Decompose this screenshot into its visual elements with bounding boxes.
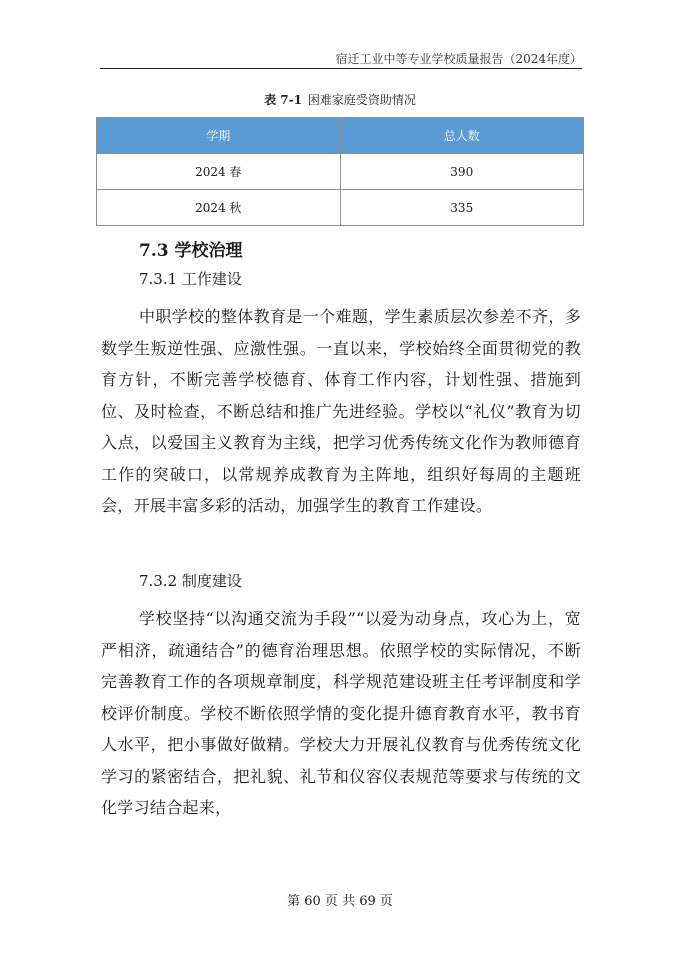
cell-total: 335 [340,190,584,226]
subsection-heading-system: 7.3.2 制度建设 [139,572,242,590]
table-row [97,190,584,226]
paragraph-system: 学校坚持“以沟通交流为手段”“以爱为动身点，攻心为上，宽严相济，疏通结合”的德育治理思想。依照学校的实际情况，不断完善教育工作的各项规章制度，科学规范建设班主任考评制度和学校评价制度。学校不断依照学情的变化提升德育教育水平，教书育人水平，把小事做好做精。学校大力开展礼仪教育与优秀传统文化学习的紧密结合，把礼貌、礼节和仪容仪表规范等要求与传统的文化学习结合起来， [101,609,581,817]
table-header-row [97,118,584,154]
financial-aid-table [96,117,584,226]
section-heading: 7.3 学校治理 [139,241,243,261]
table-caption-title: 困难家庭受资助情况 [307,93,416,107]
table-caption [96,91,584,108]
paragraph-work: 中职学校的整体教育是一个难题，学生素质层次参差不齐，多数学生叛逆性强、应激性强。一直以来，学校始终全面贯彻党的教育方针，不断完善学校德育、体育工作内容，计划性强、措施到位、及时检查，不断总结和推广先进经验。学校以“礼仪”教育为切入点，以爱国主义教育为主线，把学习优秀传统文化作为教师德育工作的突破口，以常规养成教育为主阵地，组织好每周的主题班会，开展丰富多彩的活动，加强学生的教育工作建设。 [101,307,581,515]
cell-semester: 2024 秋 [97,190,341,226]
cell-total: 390 [340,154,584,190]
cell-semester: 2024 春 [97,154,341,190]
table-row [97,154,584,190]
column-header-total: 总人数 [340,118,584,154]
page-number: 第 60 页 共 69 页 [287,894,393,909]
column-header-semester: 学期 [97,118,341,154]
subsection-heading-work: 7.3.1 工作建设 [139,270,242,288]
header-rule [100,68,582,69]
table-caption-number: 表 7-1 [264,93,302,107]
running-header: 宿迁工业中等专业学校质量报告（2024年度） [335,52,582,66]
